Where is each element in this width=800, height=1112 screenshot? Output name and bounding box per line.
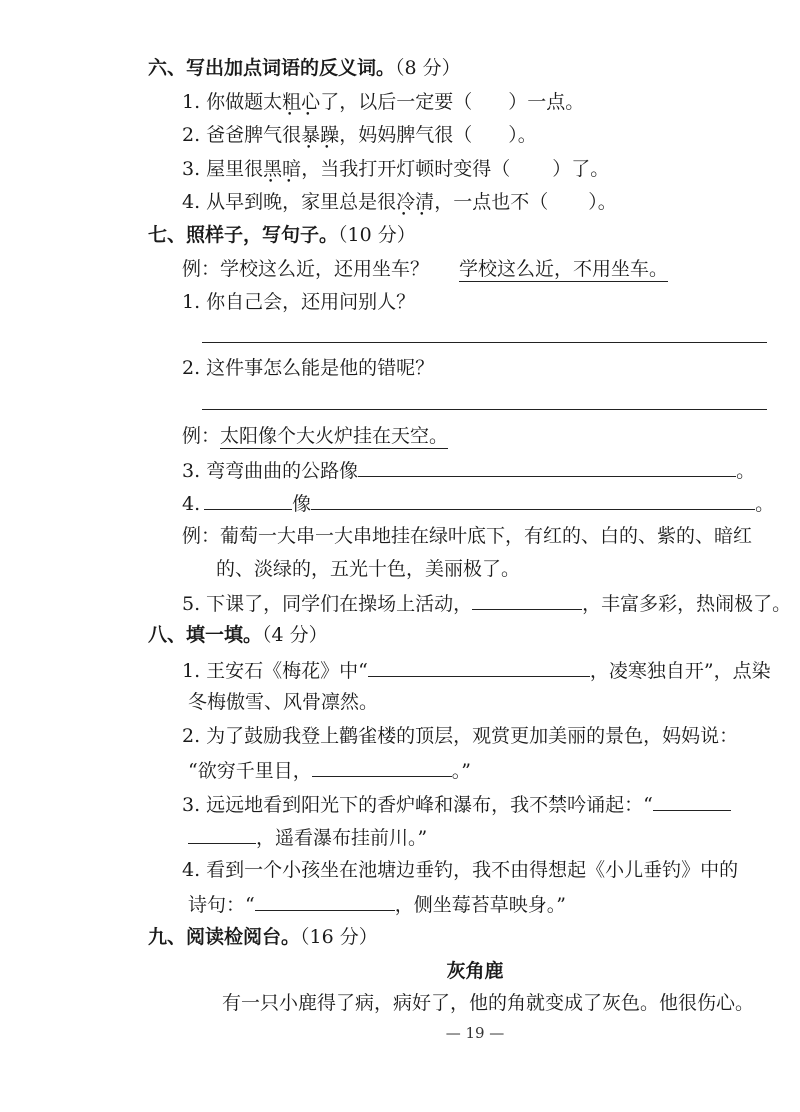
dotted-word: 冷清 • • — [396, 189, 434, 215]
section-8-points: （4 分） — [262, 624, 328, 646]
blank-line[interactable] — [653, 790, 731, 811]
section-7-points: （10 分） — [338, 224, 416, 246]
dotted-word: 暴躁 • • — [301, 122, 339, 148]
example-1: 例：学校这么近，还用坐车？ 学校这么近，不用坐车。 — [182, 258, 669, 280]
blank-line[interactable] — [312, 756, 452, 777]
example-answer: 学校这么近，不用坐车。 — [459, 258, 669, 280]
section-9-heading — [148, 924, 378, 950]
example-2: 例：太阳像个大火炉挂在天空。 — [182, 425, 449, 447]
question-2: 2. 这件事怎么能是他的错呢？ — [182, 357, 435, 379]
fill-item-1: 1. 王安石《梅花》中“ ，凌寒独自开”，点染 — [182, 656, 771, 682]
antonym-item-4: 4. 从早到晚，家里总是很冷清 • •，一点也不（ ）。 — [182, 189, 617, 215]
section-9-points: （16 分） — [300, 926, 378, 948]
antonym-item-2: 2. 爸爸脾气很暴躁 • •，妈妈脾气很（ ）。 — [182, 122, 537, 148]
fill-item-1-cont: 冬梅傲雪、风骨凛然。 — [188, 691, 379, 713]
section-6-title: 六、写出加点词语的反义词。 — [148, 57, 396, 79]
section-6-points: （8 分） — [395, 57, 461, 79]
passage-title: 灰角鹿 — [446, 960, 504, 982]
blank-line[interactable] — [368, 656, 590, 677]
question-3: 3. 弯弯曲曲的公路像 。 — [182, 456, 755, 482]
fill-item-3-line-1: 3. 远远地看到阳光下的香炉峰和瀑布，我不禁吟诵起：“ — [182, 790, 731, 816]
answer-line[interactable] — [202, 342, 767, 343]
blank-line[interactable] — [311, 489, 755, 510]
passage-text: 有一只小鹿得了病，病好了，他的角就变成了灰色。他很伤心。 — [222, 992, 755, 1014]
dotted-word: 粗心 • • — [282, 89, 320, 115]
example-3-line-2: 的、淡绿的，五光十色，美丽极了。 — [216, 558, 521, 580]
example-sentence: 太阳像个大火炉挂在天空。 — [220, 425, 449, 447]
section-6-heading — [148, 55, 461, 81]
blank-line[interactable] — [204, 489, 292, 510]
fill-item-2-line-2: “欲穷千里目， 。” — [188, 756, 471, 782]
question-4: 4. 像 。 — [182, 489, 774, 515]
antonym-item-3: 3. 屋里很黑暗 • •，当我打开灯顿时变得（ ）了。 — [182, 156, 609, 182]
section-7-heading — [148, 222, 416, 248]
fill-item-3-line-2: ，遥看瀑布挂前川。” — [188, 823, 427, 849]
blank-line[interactable] — [358, 456, 736, 477]
fill-item-2-line-1: 2. 为了鼓励我登上鹳雀楼的顶层，观赏更加美丽的景色，妈妈说： — [182, 725, 739, 747]
question-1: 1. 你自己会，还用问别人？ — [182, 291, 416, 313]
fill-item-4-line-1: 4. 看到一个小孩坐在池塘边垂钓，我不由得想起《小儿垂钓》中的 — [182, 859, 739, 881]
answer-line[interactable] — [202, 409, 767, 410]
section-7-title: 七、照样子，写句子。 — [148, 224, 339, 246]
blank-line[interactable] — [188, 823, 256, 844]
question-5: 5. 下课了，同学们在操场上活动， ，丰富多彩，热闹极了。 — [182, 589, 791, 615]
page-number: — 19 — — [445, 1024, 505, 1042]
example-3-line-1: 例：葡萄一大串一大串地挂在绿叶底下，有红的、白的、紫的、暗红 — [182, 525, 753, 547]
dotted-word: 黑暗 • • — [263, 156, 301, 182]
blank-line[interactable] — [472, 589, 582, 610]
section-9-title: 九、阅读检阅台。 — [148, 926, 301, 948]
section-8-heading — [148, 622, 328, 648]
fill-item-4-line-2: 诗句：“ ，侧坐莓苔草映身。” — [188, 890, 566, 916]
antonym-item-1: 1. 你做题太粗心 • •了，以后一定要（ ）一点。 — [182, 89, 584, 115]
section-8-title: 八、填一填。 — [148, 624, 263, 646]
blank-line[interactable] — [255, 890, 395, 911]
